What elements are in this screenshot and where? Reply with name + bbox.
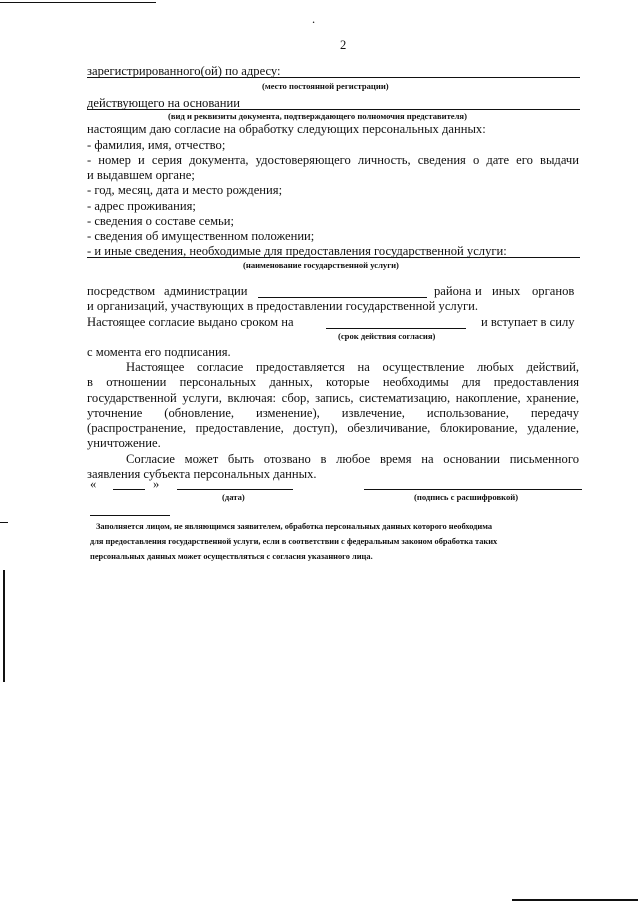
term-line-2: с момента его подписания. [87,345,231,359]
list-item-property: - сведения об имущественном положении; [87,229,315,243]
footnote-line-1: Заполняется лицом, не являющимся заявителем, обработка персональных данных которого необходима [96,522,493,531]
top-edge-line [0,2,156,3]
list-item-birth: - год, месяц, дата и место рождения; [87,183,283,197]
basis-caption: (вид и реквизиты документа, подтверждающего полномочия представителя) [168,111,467,121]
list-item-other: - и иные сведения, необходимые для предоставления государственной услуги: [87,244,507,258]
consent-intro: настоящим даю согласие на обработку следующих персональных данных: [87,122,486,136]
day-line[interactable] [113,489,145,490]
term-right: и вступает в силу [481,315,575,329]
para1-line-4: уточнение (обновление, изменение), извлечение, использование, передачу [87,406,579,420]
para1-line-6: уничтожение. [87,436,161,450]
service-line[interactable] [87,257,580,258]
term-left: Настоящее согласие выдано сроком на [87,315,294,329]
list-item-fio: - фамилия, имя, отчество; [87,138,226,152]
list-item-document-cont: и выдавшем органе; [87,168,195,182]
admin-word-3: района [434,284,472,298]
list-item-document: - номер и серия документа, удостоверяющего личность, сведения о дате его выдачи [87,153,579,167]
quote-close: » [153,477,160,491]
admin-word-2: администрации [164,284,248,298]
date-line[interactable] [177,489,293,490]
list-item-family: - сведения о составе семьи; [87,214,235,228]
address-line[interactable] [87,77,580,78]
address-label: зарегистрированного(ой) по адресу: [87,64,281,78]
footnote-line-3: персональных данных может осуществляться с согласия указанного лица. [90,552,373,561]
admin-line-2: и организаций, участвующих в предоставлении государственной услуги. [87,299,479,313]
para1-line-1 [126,360,579,375]
signature-caption: (подпись с расшифровкой) [414,492,519,502]
admin-name-line[interactable] [258,297,427,298]
footnote-separator [90,515,170,516]
footnote-line-2: для предоставления государственной услуги, если в соответствии с федеральным законом обработка таких [90,537,498,546]
para1-line-3: государственной услуги, включая: сбор, запись, систематизацию, накопление, хранение, [87,391,579,405]
address-caption: (место постоянной регистрации) [262,81,389,91]
admin-word-4: и [475,284,482,298]
basis-line[interactable] [87,109,580,110]
signature-line[interactable] [364,489,582,490]
term-caption: (срок действия согласия) [338,331,436,341]
basis-label: действующего на основании [87,96,240,110]
para1-line-5: (распространение, предоставление, доступ), обезличивание, блокирование, удаление, [87,421,579,435]
para2-line-1 [126,452,579,467]
stray-dot: . [312,12,316,26]
para1-line-1-text: Настоящее согласие предоставляется на осуществление любых действий, [126,360,579,374]
para1-line-2: в отношении персональных данных, которые необходимы для предоставления [87,375,579,389]
para2-line-1-text: Согласие может быть отозвано в любое время на основании письменного [126,452,579,466]
list-item-address: - адрес проживания; [87,199,196,213]
date-caption: (дата) [222,492,245,502]
term-line[interactable] [326,328,466,329]
page-number: 2 [340,38,347,52]
left-edge-mark [3,570,5,682]
admin-word-1: посредством [87,284,156,298]
para2-line-2: заявления субъекта персональных данных. [87,467,317,481]
left-edge-tick [0,522,8,523]
admin-word-6: органов [532,284,575,298]
quote-open: « [90,477,97,491]
bottom-edge-line [512,899,638,901]
admin-word-5: иных [492,284,521,298]
service-caption: (наименование государственной услуги) [243,260,399,270]
